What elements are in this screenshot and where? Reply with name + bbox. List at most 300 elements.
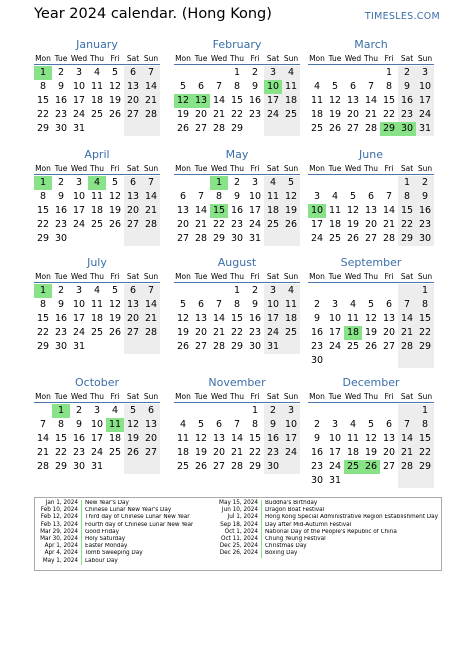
day-cell[interactable]: 9 — [398, 80, 416, 94]
day-cell[interactable]: 20 — [124, 94, 142, 108]
day-cell[interactable]: 11 — [176, 433, 190, 444]
day-cell[interactable]: 14 — [142, 298, 160, 312]
day-cell[interactable]: 8 — [233, 81, 241, 92]
day-cell[interactable]: 14 — [364, 95, 378, 106]
day-cell[interactable]: 17 — [248, 205, 262, 216]
day-cell[interactable]: 12 — [364, 433, 378, 444]
day-cell[interactable]: 2 — [313, 299, 321, 310]
day-cell[interactable]: 17 — [328, 327, 342, 338]
day-cell[interactable]: 22 — [36, 327, 50, 338]
day-cell[interactable]: 30 — [264, 460, 282, 474]
day-cell[interactable]: 15 — [36, 313, 50, 324]
day-cell[interactable]: 25 — [310, 123, 324, 134]
holiday-day-cell[interactable]: 29 — [380, 122, 398, 136]
day-cell[interactable]: 11 — [310, 95, 324, 106]
day-cell[interactable]: 31 — [328, 475, 342, 486]
day-cell[interactable]: 5 — [367, 419, 375, 430]
day-cell[interactable]: 4 — [111, 405, 119, 416]
day-cell[interactable]: 9 — [416, 190, 434, 204]
day-cell[interactable]: 20 — [382, 447, 396, 458]
day-cell[interactable]: 19 — [328, 109, 342, 120]
day-cell[interactable]: 6 — [179, 191, 187, 202]
day-cell[interactable]: 9 — [251, 81, 259, 92]
day-cell[interactable]: 3 — [282, 404, 300, 418]
day-cell[interactable]: 5 — [282, 176, 300, 190]
day-cell[interactable]: 14 — [212, 95, 226, 106]
day-cell[interactable]: 28 — [230, 461, 244, 472]
day-cell[interactable]: 5 — [111, 177, 119, 188]
day-cell[interactable]: 11 — [346, 433, 360, 444]
day-cell[interactable]: 22 — [212, 219, 226, 230]
day-cell[interactable]: 24 — [416, 108, 434, 122]
day-cell[interactable]: 23 — [398, 108, 416, 122]
day-cell[interactable]: 31 — [90, 461, 104, 472]
day-cell[interactable]: 5 — [124, 404, 142, 418]
day-cell[interactable]: 7 — [142, 284, 160, 298]
day-cell[interactable]: 18 — [310, 109, 324, 120]
day-cell[interactable]: 31 — [72, 341, 86, 352]
day-cell[interactable]: 29 — [398, 232, 416, 246]
day-cell[interactable]: 4 — [282, 66, 300, 80]
day-cell[interactable]: 6 — [367, 191, 375, 202]
day-cell[interactable]: 20 — [194, 327, 208, 338]
day-cell[interactable]: 27 — [382, 341, 396, 352]
day-cell[interactable]: 4 — [349, 299, 357, 310]
day-cell[interactable]: 9 — [264, 418, 282, 432]
day-cell[interactable]: 19 — [124, 432, 142, 446]
day-cell[interactable]: 13 — [382, 313, 396, 324]
day-cell[interactable]: 8 — [251, 419, 259, 430]
day-cell[interactable]: 2 — [57, 67, 65, 78]
day-cell[interactable]: 17 — [72, 205, 86, 216]
day-cell[interactable]: 10 — [248, 191, 262, 202]
day-cell[interactable]: 30 — [416, 232, 434, 246]
day-cell[interactable]: 6 — [124, 66, 142, 80]
holiday-day-cell[interactable]: 25 — [344, 460, 362, 474]
day-cell[interactable]: 22 — [248, 447, 262, 458]
day-cell[interactable]: 16 — [248, 95, 262, 106]
day-cell[interactable]: 20 — [212, 447, 226, 458]
day-cell[interactable]: 24 — [328, 461, 342, 472]
day-cell[interactable]: 3 — [75, 177, 83, 188]
day-cell[interactable]: 7 — [398, 298, 416, 312]
day-cell[interactable]: 14 — [194, 205, 208, 216]
day-cell[interactable]: 12 — [194, 433, 208, 444]
day-cell[interactable]: 12 — [346, 205, 360, 216]
day-cell[interactable]: 14 — [142, 80, 160, 94]
day-cell[interactable]: 18 — [328, 219, 342, 230]
day-cell[interactable]: 8 — [385, 81, 393, 92]
day-cell[interactable]: 23 — [264, 446, 282, 460]
day-cell[interactable]: 29 — [248, 461, 262, 472]
day-cell[interactable]: 29 — [54, 461, 68, 472]
day-cell[interactable]: 22 — [416, 326, 434, 340]
day-cell[interactable]: 7 — [385, 191, 393, 202]
day-cell[interactable]: 27 — [124, 218, 142, 232]
day-cell[interactable]: 1 — [233, 67, 241, 78]
day-cell[interactable]: 6 — [124, 284, 142, 298]
day-cell[interactable]: 27 — [346, 123, 360, 134]
day-cell[interactable]: 11 — [282, 298, 300, 312]
day-cell[interactable]: 23 — [310, 341, 324, 352]
day-cell[interactable]: 4 — [179, 419, 187, 430]
day-cell[interactable]: 24 — [264, 108, 282, 122]
day-cell[interactable]: 12 — [328, 95, 342, 106]
holiday-day-cell[interactable]: 1 — [34, 66, 52, 80]
day-cell[interactable]: 25 — [108, 447, 122, 458]
day-cell[interactable]: 31 — [264, 340, 282, 354]
day-cell[interactable]: 16 — [230, 205, 244, 216]
day-cell[interactable]: 11 — [90, 191, 104, 202]
day-cell[interactable]: 13 — [194, 313, 208, 324]
day-cell[interactable]: 13 — [212, 433, 226, 444]
day-cell[interactable]: 18 — [264, 204, 282, 218]
day-cell[interactable]: 4 — [264, 176, 282, 190]
site-brand-link[interactable]: TIMESLES.COM — [364, 11, 440, 22]
day-cell[interactable]: 6 — [197, 299, 205, 310]
day-cell[interactable]: 27 — [212, 461, 226, 472]
day-cell[interactable]: 3 — [93, 405, 101, 416]
day-cell[interactable]: 7 — [398, 418, 416, 432]
day-cell[interactable]: 26 — [176, 341, 190, 352]
day-cell[interactable]: 30 — [54, 341, 68, 352]
day-cell[interactable]: 20 — [142, 432, 160, 446]
day-cell[interactable]: 28 — [142, 108, 160, 122]
day-cell[interactable]: 29 — [36, 123, 50, 134]
day-cell[interactable]: 22 — [230, 109, 244, 120]
day-cell[interactable]: 16 — [54, 205, 68, 216]
day-cell[interactable]: 22 — [54, 447, 68, 458]
day-cell[interactable]: 2 — [251, 285, 259, 296]
day-cell[interactable]: 22 — [398, 218, 416, 232]
day-cell[interactable]: 2 — [416, 176, 434, 190]
day-cell[interactable]: 5 — [179, 81, 187, 92]
holiday-day-cell[interactable]: 12 — [174, 94, 192, 108]
day-cell[interactable]: 11 — [328, 205, 342, 216]
day-cell[interactable]: 9 — [313, 313, 321, 324]
day-cell[interactable]: 1 — [416, 284, 434, 298]
day-cell[interactable]: 26 — [194, 461, 208, 472]
day-cell[interactable]: 25 — [328, 233, 342, 244]
day-cell[interactable]: 26 — [364, 341, 378, 352]
day-cell[interactable]: 2 — [75, 405, 83, 416]
day-cell[interactable]: 13 — [124, 190, 142, 204]
day-cell[interactable]: 28 — [212, 123, 226, 134]
holiday-day-cell[interactable]: 1 — [210, 176, 228, 190]
day-cell[interactable]: 7 — [197, 191, 205, 202]
day-cell[interactable]: 27 — [142, 446, 160, 460]
day-cell[interactable]: 26 — [282, 218, 300, 232]
day-cell[interactable]: 29 — [416, 460, 434, 474]
day-cell[interactable]: 24 — [310, 233, 324, 244]
day-cell[interactable]: 16 — [248, 313, 262, 324]
day-cell[interactable]: 16 — [54, 95, 68, 106]
day-cell[interactable]: 15 — [398, 204, 416, 218]
day-cell[interactable]: 26 — [124, 446, 142, 460]
day-cell[interactable]: 19 — [364, 447, 378, 458]
day-cell[interactable]: 10 — [328, 313, 342, 324]
day-cell[interactable]: 28 — [398, 340, 416, 354]
day-cell[interactable]: 23 — [72, 447, 86, 458]
day-cell[interactable]: 8 — [398, 190, 416, 204]
day-cell[interactable]: 11 — [346, 313, 360, 324]
day-cell[interactable]: 18 — [282, 94, 300, 108]
day-cell[interactable]: 19 — [176, 109, 190, 120]
day-cell[interactable]: 25 — [346, 341, 360, 352]
day-cell[interactable]: 14 — [398, 312, 416, 326]
day-cell[interactable]: 2 — [398, 66, 416, 80]
day-cell[interactable]: 25 — [282, 108, 300, 122]
day-cell[interactable]: 8 — [57, 419, 65, 430]
day-cell[interactable]: 22 — [36, 109, 50, 120]
day-cell[interactable]: 16 — [398, 94, 416, 108]
day-cell[interactable]: 20 — [176, 219, 190, 230]
day-cell[interactable]: 25 — [264, 218, 282, 232]
day-cell[interactable]: 2 — [264, 404, 282, 418]
day-cell[interactable]: 7 — [39, 419, 47, 430]
day-cell[interactable]: 23 — [416, 218, 434, 232]
day-cell[interactable]: 1 — [416, 404, 434, 418]
day-cell[interactable]: 21 — [142, 312, 160, 326]
day-cell[interactable]: 28 — [382, 233, 396, 244]
day-cell[interactable]: 28 — [142, 218, 160, 232]
day-cell[interactable]: 14 — [382, 205, 396, 216]
day-cell[interactable]: 21 — [36, 447, 50, 458]
holiday-day-cell[interactable]: 18 — [344, 326, 362, 340]
day-cell[interactable]: 24 — [248, 219, 262, 230]
day-cell[interactable]: 12 — [124, 418, 142, 432]
day-cell[interactable]: 20 — [194, 109, 208, 120]
day-cell[interactable]: 17 — [90, 433, 104, 444]
day-cell[interactable]: 12 — [364, 313, 378, 324]
day-cell[interactable]: 12 — [282, 190, 300, 204]
day-cell[interactable]: 10 — [72, 191, 86, 202]
day-cell[interactable]: 15 — [36, 205, 50, 216]
day-cell[interactable]: 25 — [282, 326, 300, 340]
day-cell[interactable]: 19 — [364, 327, 378, 338]
day-cell[interactable]: 17 — [264, 94, 282, 108]
day-cell[interactable]: 17 — [310, 219, 324, 230]
day-cell[interactable]: 16 — [54, 313, 68, 324]
day-cell[interactable]: 16 — [72, 433, 86, 444]
day-cell[interactable]: 25 — [90, 327, 104, 338]
day-cell[interactable]: 6 — [215, 419, 223, 430]
day-cell[interactable]: 23 — [248, 327, 262, 338]
day-cell[interactable]: 19 — [346, 219, 360, 230]
day-cell[interactable]: 5 — [179, 299, 187, 310]
day-cell[interactable]: 16 — [416, 204, 434, 218]
holiday-day-cell[interactable]: 4 — [88, 176, 106, 190]
day-cell[interactable]: 5 — [349, 191, 357, 202]
day-cell[interactable]: 14 — [230, 433, 244, 444]
day-cell[interactable]: 5 — [111, 285, 119, 296]
day-cell[interactable]: 3 — [416, 66, 434, 80]
day-cell[interactable]: 21 — [398, 446, 416, 460]
day-cell[interactable]: 20 — [364, 219, 378, 230]
day-cell[interactable]: 2 — [313, 419, 321, 430]
day-cell[interactable]: 8 — [233, 299, 241, 310]
holiday-day-cell[interactable]: 1 — [34, 284, 52, 298]
day-cell[interactable]: 8 — [39, 299, 47, 310]
day-cell[interactable]: 19 — [176, 327, 190, 338]
day-cell[interactable]: 22 — [416, 446, 434, 460]
day-cell[interactable]: 12 — [108, 191, 122, 202]
day-cell[interactable]: 29 — [212, 233, 226, 244]
day-cell[interactable]: 6 — [124, 176, 142, 190]
day-cell[interactable]: 9 — [313, 433, 321, 444]
day-cell[interactable]: 28 — [212, 341, 226, 352]
day-cell[interactable]: 9 — [233, 191, 241, 202]
day-cell[interactable]: 1 — [251, 405, 259, 416]
day-cell[interactable]: 6 — [385, 419, 393, 430]
day-cell[interactable]: 19 — [194, 447, 208, 458]
day-cell[interactable]: 18 — [346, 447, 360, 458]
day-cell[interactable]: 13 — [176, 205, 190, 216]
day-cell[interactable]: 9 — [75, 419, 83, 430]
day-cell[interactable]: 7 — [215, 81, 223, 92]
day-cell[interactable]: 17 — [72, 313, 86, 324]
day-cell[interactable]: 1 — [385, 67, 393, 78]
day-cell[interactable]: 18 — [90, 205, 104, 216]
day-cell[interactable]: 21 — [382, 219, 396, 230]
day-cell[interactable]: 17 — [72, 95, 86, 106]
day-cell[interactable]: 28 — [364, 123, 378, 134]
day-cell[interactable]: 16 — [310, 327, 324, 338]
day-cell[interactable]: 5 — [111, 67, 119, 78]
day-cell[interactable]: 15 — [36, 95, 50, 106]
day-cell[interactable]: 20 — [124, 312, 142, 326]
day-cell[interactable]: 3 — [264, 284, 282, 298]
day-cell[interactable]: 20 — [382, 327, 396, 338]
day-cell[interactable]: 15 — [230, 95, 244, 106]
day-cell[interactable]: 7 — [233, 419, 241, 430]
day-cell[interactable]: 30 — [310, 475, 324, 486]
day-cell[interactable]: 4 — [282, 284, 300, 298]
day-cell[interactable]: 22 — [230, 327, 244, 338]
day-cell[interactable]: 6 — [197, 81, 205, 92]
day-cell[interactable]: 26 — [108, 109, 122, 120]
day-cell[interactable]: 23 — [54, 327, 68, 338]
day-cell[interactable]: 10 — [72, 81, 86, 92]
day-cell[interactable]: 28 — [398, 460, 416, 474]
day-cell[interactable]: 13 — [124, 80, 142, 94]
day-cell[interactable]: 20 — [124, 204, 142, 218]
day-cell[interactable]: 31 — [248, 233, 262, 244]
day-cell[interactable]: 21 — [398, 326, 416, 340]
day-cell[interactable]: 26 — [346, 233, 360, 244]
day-cell[interactable]: 25 — [90, 219, 104, 230]
day-cell[interactable]: 31 — [416, 122, 434, 136]
holiday-day-cell[interactable]: 1 — [34, 176, 52, 190]
day-cell[interactable]: 23 — [54, 219, 68, 230]
day-cell[interactable]: 24 — [282, 446, 300, 460]
day-cell[interactable]: 18 — [108, 433, 122, 444]
day-cell[interactable]: 18 — [90, 95, 104, 106]
day-cell[interactable]: 26 — [108, 219, 122, 230]
day-cell[interactable]: 15 — [54, 433, 68, 444]
day-cell[interactable]: 7 — [142, 176, 160, 190]
day-cell[interactable]: 14 — [398, 432, 416, 446]
day-cell[interactable]: 13 — [124, 298, 142, 312]
day-cell[interactable]: 19 — [282, 204, 300, 218]
day-cell[interactable]: 30 — [248, 341, 262, 352]
day-cell[interactable]: 15 — [230, 313, 244, 324]
day-cell[interactable]: 10 — [416, 80, 434, 94]
day-cell[interactable]: 4 — [313, 81, 321, 92]
day-cell[interactable]: 27 — [382, 461, 396, 472]
day-cell[interactable]: 27 — [194, 123, 208, 134]
day-cell[interactable]: 2 — [57, 285, 65, 296]
holiday-day-cell[interactable]: 30 — [398, 122, 416, 136]
day-cell[interactable]: 7 — [215, 299, 223, 310]
day-cell[interactable]: 24 — [90, 447, 104, 458]
day-cell[interactable]: 20 — [346, 109, 360, 120]
day-cell[interactable]: 10 — [282, 418, 300, 432]
day-cell[interactable]: 10 — [328, 433, 342, 444]
day-cell[interactable]: 27 — [124, 108, 142, 122]
day-cell[interactable]: 21 — [142, 94, 160, 108]
day-cell[interactable]: 5 — [331, 81, 339, 92]
day-cell[interactable]: 10 — [72, 299, 86, 310]
day-cell[interactable]: 11 — [282, 80, 300, 94]
day-cell[interactable]: 28 — [142, 326, 160, 340]
day-cell[interactable]: 26 — [176, 123, 190, 134]
day-cell[interactable]: 27 — [176, 233, 190, 244]
day-cell[interactable]: 13 — [142, 418, 160, 432]
day-cell[interactable]: 12 — [108, 299, 122, 310]
day-cell[interactable]: 12 — [176, 313, 190, 324]
day-cell[interactable]: 3 — [331, 419, 339, 430]
day-cell[interactable]: 24 — [72, 219, 86, 230]
day-cell[interactable]: 21 — [194, 219, 208, 230]
day-cell[interactable]: 23 — [310, 461, 324, 472]
day-cell[interactable]: 3 — [75, 67, 83, 78]
day-cell[interactable]: 25 — [90, 109, 104, 120]
day-cell[interactable]: 6 — [385, 299, 393, 310]
day-cell[interactable]: 9 — [57, 299, 65, 310]
day-cell[interactable]: 4 — [93, 285, 101, 296]
holiday-day-cell[interactable]: 10 — [308, 204, 326, 218]
day-cell[interactable]: 27 — [124, 326, 142, 340]
day-cell[interactable]: 11 — [264, 190, 282, 204]
day-cell[interactable]: 21 — [230, 447, 244, 458]
day-cell[interactable]: 17 — [282, 432, 300, 446]
day-cell[interactable]: 15 — [248, 433, 262, 444]
day-cell[interactable]: 3 — [264, 66, 282, 80]
day-cell[interactable]: 29 — [230, 341, 244, 352]
day-cell[interactable]: 18 — [90, 313, 104, 324]
day-cell[interactable]: 3 — [313, 191, 321, 202]
day-cell[interactable]: 22 — [382, 109, 396, 120]
holiday-day-cell[interactable]: 1 — [52, 404, 70, 418]
day-cell[interactable]: 9 — [251, 299, 259, 310]
day-cell[interactable]: 26 — [108, 327, 122, 338]
day-cell[interactable]: 19 — [108, 95, 122, 106]
day-cell[interactable]: 12 — [108, 81, 122, 92]
day-cell[interactable]: 15 — [382, 95, 396, 106]
day-cell[interactable]: 6 — [349, 81, 357, 92]
day-cell[interactable]: 23 — [230, 219, 244, 230]
day-cell[interactable]: 15 — [416, 312, 434, 326]
day-cell[interactable]: 1 — [233, 285, 241, 296]
day-cell[interactable]: 14 — [212, 313, 226, 324]
day-cell[interactable]: 27 — [364, 233, 378, 244]
day-cell[interactable]: 10 — [264, 298, 282, 312]
day-cell[interactable]: 13 — [346, 95, 360, 106]
day-cell[interactable]: 4 — [349, 419, 357, 430]
day-cell[interactable]: 24 — [328, 341, 342, 352]
day-cell[interactable]: 5 — [197, 419, 205, 430]
